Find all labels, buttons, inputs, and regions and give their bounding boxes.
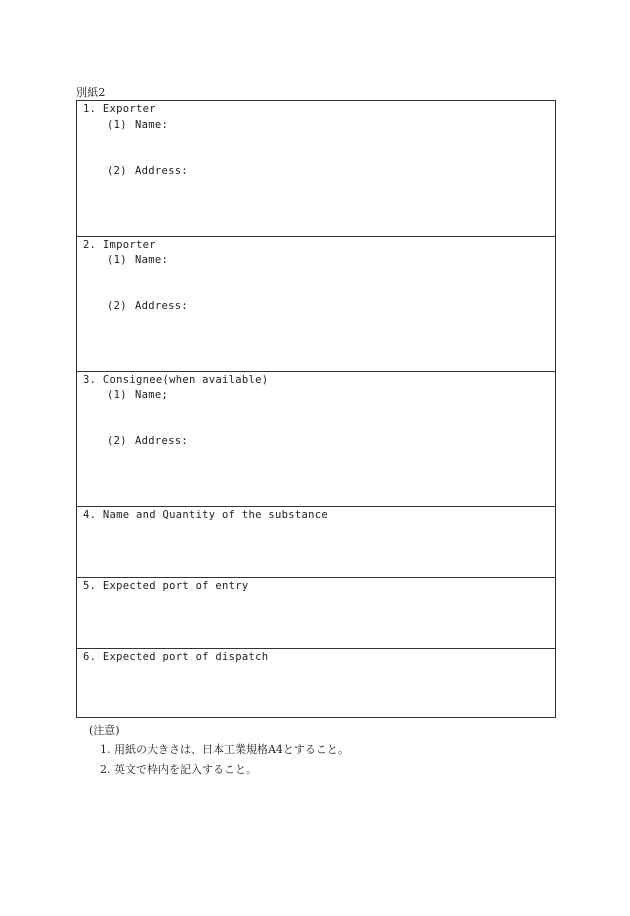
sub-label: Address: [135,300,188,312]
note-item: 1. 用紙の大きさは、日本工業規格A4とすること。 [100,743,349,756]
form-table [76,100,556,718]
section-exporter [77,101,555,237]
section-title: 3. Consignee(when available) [83,374,269,386]
section-title: 4. Name and Quantity of the substance [83,509,328,521]
sub-number: (2) [107,300,127,312]
sub-number: (1) [107,254,127,266]
importer-address-row [107,300,188,312]
sub-number: (1) [107,389,127,401]
sub-number: (2) [107,435,127,447]
section-port-of-entry [77,578,555,649]
section-title: 6. Expected port of dispatch [83,651,269,663]
section-title: 1. Exporter [83,103,156,115]
section-title: 2. Importer [83,239,156,251]
section-consignee [77,372,555,507]
consignee-name-row [107,389,168,401]
section-port-of-dispatch [77,649,555,717]
consignee-address-row [107,435,188,447]
sub-label: Address: [135,435,188,447]
exporter-name-row [107,119,168,131]
notes-heading: (注意) [89,724,120,737]
sub-number: (2) [107,165,127,177]
sub-label: Name; [135,389,169,401]
sub-number: (1) [107,119,127,131]
sub-label: Name: [135,254,169,266]
section-substance [77,507,555,578]
exporter-address-row [107,165,188,177]
sub-label: Address: [135,165,188,177]
sub-label: Name: [135,119,169,131]
section-importer [77,237,555,372]
section-title: 5. Expected port of entry [83,580,249,592]
attachment-label: 別紙2 [76,86,106,99]
importer-name-row [107,254,168,266]
note-item: 2. 英文で枠内を記入すること。 [100,763,257,776]
